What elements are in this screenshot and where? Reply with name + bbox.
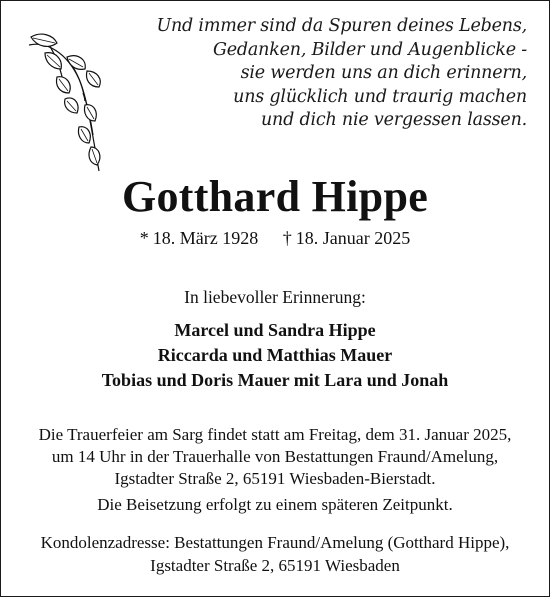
poem-line: Und immer sind da Spuren deines Lebens, [156, 16, 527, 36]
poem-line: Gedanken, Bilder und Augenblicke - [212, 39, 527, 60]
family-list [1, 318, 549, 393]
condolence-line: Igstadter Straße 2, 65191 Wiesbaden [150, 556, 400, 575]
poem-line: uns glücklich und traurig machen [233, 86, 527, 107]
memory-line: In liebevoller Erinnerung: [184, 287, 366, 307]
deceased-name: Gotthard Hippe [121, 172, 429, 221]
condolence-address [1, 531, 549, 577]
ceremony-line: um 14 Uhr in der Trauerhalle von Bestattungen Fraund/Amelung, [51, 447, 499, 466]
life-dates [1, 228, 549, 249]
poem-line: sie werden uns an dich erinnern, [240, 63, 527, 83]
poem-line: und dich nie vergessen lassen. [260, 110, 527, 130]
condolence-line: Kondolenzadresse: Bestattungen Fraund/Amelung (Gotthard Hippe), [40, 533, 510, 552]
burial-info: Die Beisetzung erfolgt zu einem späteren Zeitpunkt. [97, 495, 453, 514]
family-member: Marcel und Sandra Hippe [174, 320, 376, 340]
birth-symbol: * [139, 228, 149, 248]
ceremony-line: Igstadter Straße 2, 65191 Wiesbaden-Bierstadt. [114, 469, 436, 488]
leaf-branch-icon [27, 31, 107, 181]
family-member: Riccarda und Matthias Mauer [157, 345, 393, 365]
birth-date: 18. März 1928 [152, 228, 259, 248]
death-symbol: † [282, 228, 292, 248]
poem [156, 15, 527, 133]
ceremony-info [1, 424, 549, 490]
ceremony-line: Die Trauerfeier am Sarg findet statt am Freitag, dem 31. Januar 2025, [38, 425, 512, 444]
death-date: 18. Januar 2025 [295, 228, 411, 248]
family-member: Tobias und Doris Mauer mit Lara und Jonah [101, 370, 449, 390]
